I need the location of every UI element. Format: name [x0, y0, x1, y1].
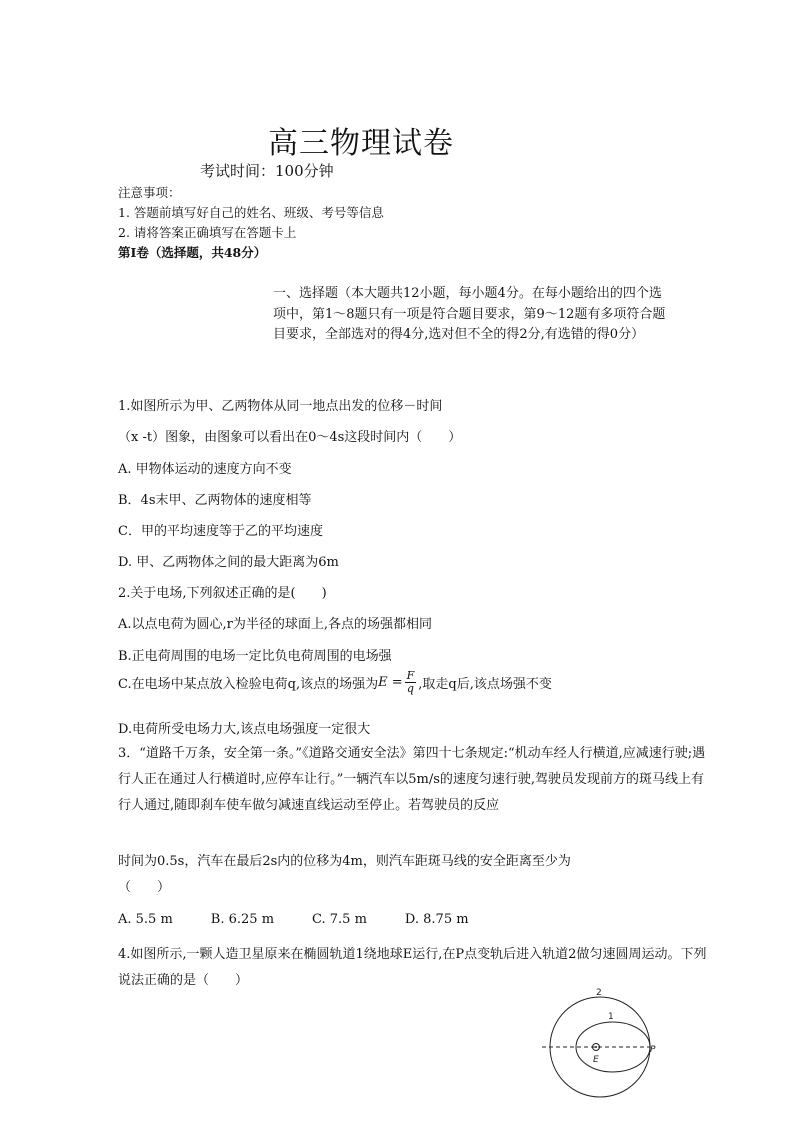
- q3-options: [118, 912, 469, 927]
- formula-lhs: E =: [378, 675, 403, 690]
- q1-line2: （x -t）图象，由图象可以看出在0～4s这段时间内（ ）: [118, 430, 462, 445]
- q1-option-b: B．4s末甲、乙两物体的速度相等: [118, 493, 312, 508]
- q3-option-a: A. 5.5 m: [118, 912, 173, 927]
- q3-option-b: B. 6.25 m: [210, 912, 275, 927]
- notes-item-1: 1. 答题前填写好自己的姓名、班级、考号等信息: [118, 205, 384, 220]
- q2-option-d: D.电荷所受电场力大,该点电场强度一定很大: [118, 722, 371, 737]
- earth-label: E: [593, 1055, 599, 1065]
- orbit-1-label: 1: [608, 1012, 614, 1022]
- notes-heading: 注意事项：: [118, 185, 181, 200]
- orbit-2-label: 2: [596, 988, 602, 998]
- q2-stem: 2.关于电场,下列叙述正确的是( ): [118, 586, 327, 601]
- earth-center: [595, 1046, 597, 1048]
- section-intro: 一、选择题（本大题共12小题，每小题4分。在每小题给出的四个选项中，第1～8题只有一项是符合题目要求，第9～12题有多项符合题目要求，全部选对的得4分,选对但不全的得2分,有选错的得0分）: [273, 286, 666, 342]
- q2-option-c-tail: ,取走q后,该点场强不变: [418, 677, 552, 692]
- q2-option-b: B.正电荷周围的电场一定比负电荷周围的电场强: [118, 649, 392, 664]
- exam-time: 考试时间：100分钟: [200, 162, 334, 180]
- q2-option-c-text: C.在电场中某点放入检验电荷q,该点的场强为: [118, 677, 379, 692]
- formula-denominator: q: [406, 682, 414, 695]
- q1-option-a: A. 甲物体运动的速度方向不变: [118, 462, 292, 477]
- orbit-figure: [540, 985, 670, 1120]
- part1-heading: 第Ⅰ卷（选择题，共48分）: [118, 245, 267, 260]
- q1-option-d: D. 甲、乙两物体之间的最大距离为6m: [118, 555, 339, 570]
- field-formula: [378, 670, 418, 695]
- formula-numerator: F: [406, 669, 415, 682]
- q3-stem: 3．“道路千万条，安全第一条。”《道路交通安全法》第四十七条规定:“机动车经人行横道,应减速行驶;遇行人正在通过人行横道时,应停车让行。”一辆汽车以5m/s的速度匀速行驶,驾驶员发现前方的斑马线上有行人通过,随即刹车使车做匀减速直线运动至停止。若驾驶员的反应: [118, 746, 706, 813]
- q3-line2: 时间为0.5s，汽车在最后2s内的位移为4m，则汽车距斑马线的安全距离至少为: [118, 854, 571, 869]
- q3-option-d: D. 8.75 m: [404, 912, 469, 927]
- q1-line1: 1.如图所示为甲、乙两物体从同一地点出发的位移－时间: [118, 399, 443, 414]
- q1-option-c: C．甲的平均速度等于乙的平均速度: [118, 524, 323, 539]
- point-p-label: P: [650, 1045, 656, 1055]
- q2-option-a: A.以点电荷为圆心,r为半径的球面上,各点的场强都相同: [118, 617, 432, 632]
- q2-option-c: [118, 670, 552, 695]
- q3-option-c: C. 7.5 m: [312, 912, 367, 927]
- notes-item-2: 2. 请将答案正确填写在答题卡上: [118, 225, 297, 240]
- q3-paren: （ ）: [118, 880, 171, 895]
- page-title: 高三物理试卷: [268, 126, 454, 161]
- formula-fraction: [405, 670, 417, 695]
- q4-stem: 4.如图所示,一颗人造卫星原来在椭圆轨道1绕地球E运行,在P点变轨后进入轨道2做匀速圆周运动。下列说法正确的是（ ）: [118, 947, 707, 988]
